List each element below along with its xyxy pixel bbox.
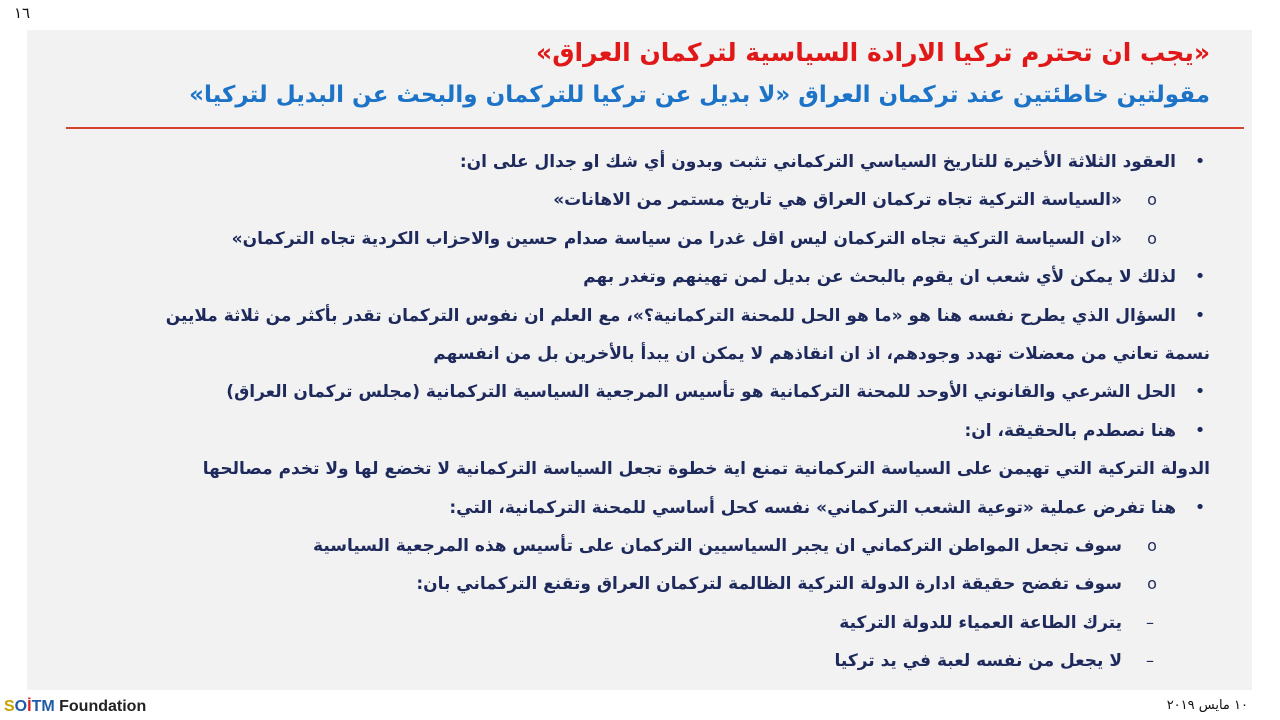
dash-text: لا يجعل من نفسه لعبة في يد تركيا [834,651,1122,672]
bullet-item [100,258,1210,296]
bullet-item [100,143,1210,181]
continuation-line [100,335,1210,373]
sub-bullet-item [100,181,1210,219]
dash-marker: – [1146,612,1154,632]
continuation-text: نسمة تعاني من معضلات تهدد وجودهم، اذ ان انقاذهم لا يمكن ان يبدأ بالأخرين بل من انفسهم [433,343,1210,364]
sub-bullet-marker: o [1147,228,1157,248]
bullet-item [100,297,1210,335]
dash-marker: – [1146,651,1154,671]
bullet-marker: • [1194,151,1206,172]
bullet-text: السؤال الذي يطرح نفسه هنا هو «ما هو الحل للمحنة التركمانية؟»، مع العلم ان نفوس التركمان تقدر بأكثر من ثلاثة ملايين [165,305,1176,326]
sub-bullet-item [100,565,1210,603]
sub-bullet-text: «ان السياسة التركية تجاه التركمان ليس اقل غدرا من سياسة صدام حسين والاحزاب الكردية تجاه التركمان» [231,228,1122,249]
footer-date: ١٠ مايس ٢٠١٩ [1166,698,1248,713]
slide-title: «يجب ان تحترم تركيا الارادة السياسية لتركمان العراق» [536,38,1210,67]
bullet-marker: • [1194,419,1206,441]
bullet-marker: • [1194,381,1206,403]
continuation-line [100,450,1210,488]
sub-bullet-text: «السياسة التركية تجاه تركمان العراق هي تاريخ مستمر من الاهانات» [553,190,1122,211]
sub-bullet-marker: o [1147,190,1157,210]
sub-bullet-text: سوف تجعل المواطن التركماني ان يجبر السياسيين التركمان على تأسيس هذه المرجعية السياسية [313,535,1122,556]
sub-bullet-item [100,527,1210,565]
bullet-text: الحل الشرعي والقانوني الأوحد للمحنة التركمانية هو تأسيس المرجعية السياسية التركمانية (مجلس تركمان العراق) [226,382,1176,403]
dash-text: يترك الطاعة العمياء للدولة التركية [839,612,1122,633]
sub-bullet-item [100,220,1210,258]
bullet-item [100,373,1210,411]
slide-number: ١٦ [14,4,31,22]
bullet-marker: • [1194,304,1206,326]
sub-bullet-text: سوف تفضح حقيقة ادارة الدولة التركية الظالمة لتركمان العراق وتقنع التركماني بان: [416,574,1122,595]
dash-item [100,604,1210,642]
sub-bullet-marker: o [1147,535,1157,555]
dash-item [100,642,1210,680]
slide-subtitle: مقولتين خاطئتين عند تركمان العراق «لا بديل عن تركيا للتركمان والبحث عن البديل لتركيا» [189,82,1210,108]
sub-bullet-marker: o [1147,574,1157,594]
continuation-text: الدولة التركية التي تهيمن على السياسة التركمانية تمنع اية خطوة تجعل السياسة التركمانية لا تخضع لها ولا تخدم مصالحها [202,459,1210,480]
bullet-marker: • [1194,266,1206,288]
bullet-marker: • [1194,496,1206,518]
title-divider [66,127,1244,129]
foundation-logo: SOİTM Foundation [4,698,147,715]
bullet-item [100,412,1210,450]
bullet-text: هنا نصطدم بالحقيقة، ان: [964,420,1176,441]
bullet-item [100,489,1210,527]
bullet-text: هنا تفرض عملية «توعية الشعب التركماني» نفسه كحل أساسي للمحنة التركمانية، التي: [449,497,1176,518]
bullet-text: لذلك لا يمكن لأي شعب ان يقوم بالبحث عن بديل لمن تهينهم وتغدر بهم [583,267,1176,288]
bullet-list [100,143,1210,680]
bullet-text: العقود الثلاثة الأخيرة للتاريخ السياسي التركماني تثبت وبدون أي شك او جدال على ان: [459,152,1176,172]
